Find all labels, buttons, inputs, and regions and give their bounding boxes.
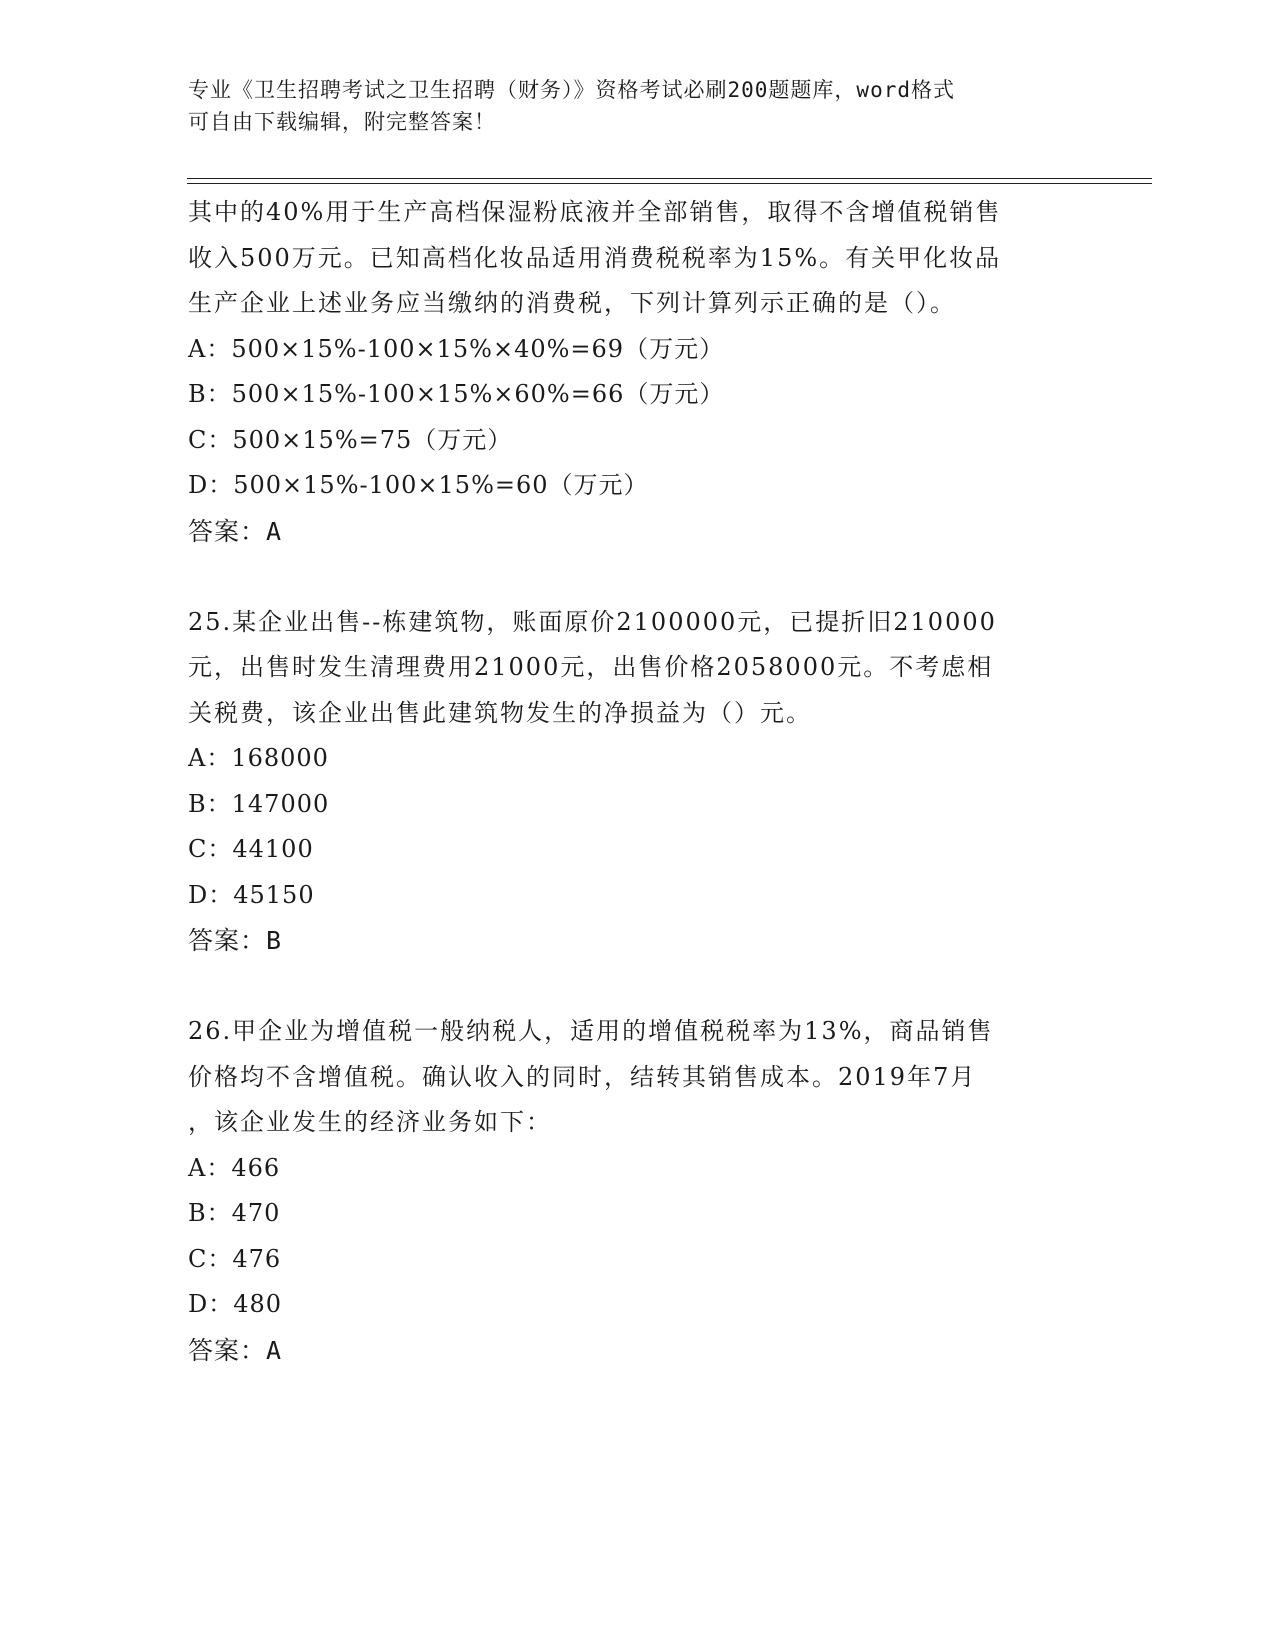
option-c: C：476 [188, 1244, 282, 1273]
option-b: B：500×15%-100×15%×60%=66（万元） [188, 380, 725, 408]
document-header [188, 74, 1088, 138]
option-b: B：470 [188, 1199, 281, 1227]
option-a: A：500×15%-100×15%×40%=69（万元） [188, 334, 725, 363]
option-c: C：44100 [188, 835, 314, 863]
header-divider-top [187, 178, 1152, 179]
header-divider-bottom [187, 183, 1152, 184]
answer-line: 答案：B [188, 926, 283, 955]
question-stem-line: 25.某企业出售--栋建筑物，账面原价2100000元，已提折旧210000 [188, 607, 997, 636]
option-a: A：168000 [188, 744, 329, 772]
option-a: A：466 [188, 1153, 281, 1182]
question-stem-line: 收入500万元。已知高档化妆品适用消费税税率为15%。有关甲化妆品 [188, 243, 1002, 272]
header-title-line-2: 可自由下载编辑，附完整答案！ [188, 110, 496, 134]
question-stem-line: 26.甲企业为增值税一般纳税人，适用的增值税税率为13%，商品销售 [188, 1017, 994, 1045]
question-stem-line: 元，出售时发生清理费用21000元，出售价格2058000元。不考虑相 [188, 653, 994, 681]
option-d: D：500×15%-100×15%=60（万元） [188, 471, 649, 499]
question-spacer [188, 554, 1088, 600]
question-26 [188, 1009, 1088, 1373]
option-d: D：480 [188, 1290, 283, 1318]
document-body [188, 190, 1088, 1373]
question-25 [188, 600, 1088, 964]
header-title-line-1: 专业《卫生招聘考试之卫生招聘（财务）》资格考试必刷200题题库，word格式 [188, 78, 955, 102]
question-stem-line: ，该企业发生的经济业务如下： [188, 1108, 552, 1136]
option-c: C：500×15%=75（万元） [188, 425, 513, 454]
option-b: B：147000 [188, 789, 330, 818]
question-24 [188, 190, 1088, 554]
question-spacer [188, 964, 1088, 1010]
answer-line: 答案：A [188, 516, 283, 546]
question-stem-line: 关税费，该企业出售此建筑物发生的净损益为（）元。 [188, 698, 812, 727]
option-d: D：45150 [188, 880, 315, 909]
question-stem-line: 其中的40%用于生产高档保湿粉底液并全部销售，取得不含增值税销售 [188, 198, 1002, 226]
question-stem-line: 价格均不含增值税。确认收入的同时，结转其销售成本。2019年7月 [188, 1062, 977, 1091]
question-stem-line: 生产企业上述业务应当缴纳的消费税，下列计算列示正确的是（）。 [188, 289, 956, 317]
answer-line: 答案：A [188, 1335, 283, 1365]
